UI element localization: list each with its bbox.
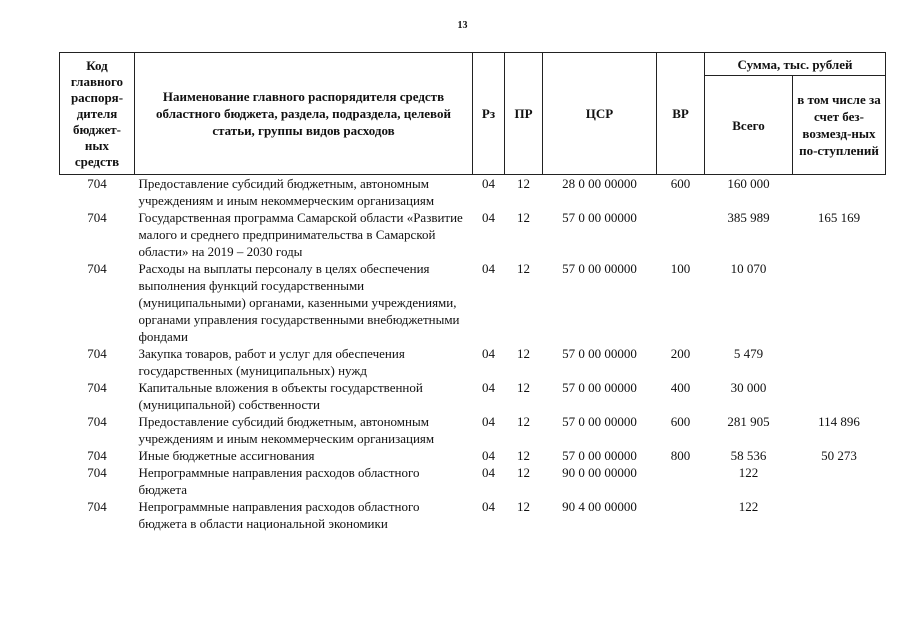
header-vr: ВР: [657, 53, 705, 175]
vr-cell: 600: [670, 176, 691, 191]
incl-cell: 50 273: [821, 448, 857, 463]
table-row: [60, 447, 886, 464]
code-cell: 704: [87, 176, 107, 191]
incl-cell: 165 169: [817, 210, 861, 225]
table-row: [60, 345, 886, 379]
incl-cell: [793, 498, 886, 532]
header-total: Всего: [705, 76, 793, 175]
incl-cell: [793, 175, 886, 210]
pr-cell: 12: [517, 261, 530, 276]
code-cell: 704: [87, 210, 107, 225]
pr-cell: 12: [517, 499, 530, 514]
page-number: 13: [457, 20, 468, 31]
pr-cell: 12: [517, 210, 530, 225]
name-cell: Непрограммные направления расходов областного бюджета: [138, 465, 420, 497]
total-cell: 122: [738, 499, 759, 514]
table-body: [60, 175, 886, 533]
csr-cell: 57 0 00 00000: [562, 380, 637, 395]
code-cell: 704: [87, 448, 107, 463]
header-sum-group: Сумма, тыс. рублей: [705, 53, 886, 76]
pr-cell: 12: [517, 380, 530, 395]
vr-cell: 600: [670, 414, 691, 429]
csr-cell: 57 0 00 00000: [562, 448, 637, 463]
total-cell: 10 070: [730, 261, 767, 276]
rz-cell: 04: [482, 176, 495, 191]
code-cell: 704: [87, 499, 107, 514]
vr-cell: [657, 464, 705, 498]
total-cell: 30 000: [730, 380, 767, 395]
table-row: [60, 464, 886, 498]
name-cell: Иные бюджетные ассигнования: [138, 448, 315, 463]
incl-cell: [793, 260, 886, 345]
vr-cell: 100: [670, 261, 691, 276]
total-cell: 160 000: [727, 176, 770, 191]
csr-cell: 28 0 00 00000: [562, 176, 637, 191]
rz-cell: 04: [482, 210, 495, 225]
table-row: [60, 498, 886, 532]
csr-cell: 90 0 00 00000: [562, 465, 637, 480]
rz-cell: 04: [482, 448, 495, 463]
csr-cell: 57 0 00 00000: [562, 210, 637, 225]
header-code: Код главного распоря-дителя бюджет-ных средств: [60, 53, 135, 175]
vr-cell: 200: [670, 346, 691, 361]
total-cell: 385 989: [727, 210, 770, 225]
name-cell: Капитальные вложения в объекты государственной (муниципальной) собственности: [138, 380, 423, 412]
incl-cell: 114 896: [818, 414, 860, 429]
pr-cell: 12: [517, 346, 530, 361]
name-cell: Государственная программа Самарской области «Развитие малого и среднего предпринимательства в Самарской области» на 2019 – 2030 годы: [138, 210, 463, 259]
rz-cell: 04: [482, 414, 495, 429]
csr-cell: 57 0 00 00000: [562, 346, 637, 361]
name-cell: Расходы на выплаты персоналу в целях обеспечения выполнения функций государственными (муниципальными) органами, казенными учреждениями, органами управления государственными внебюджетными фондами: [138, 261, 460, 344]
vr-cell: 400: [670, 380, 691, 395]
csr-cell: 57 0 00 00000: [562, 261, 637, 276]
rz-cell: 04: [482, 465, 495, 480]
incl-cell: [793, 345, 886, 379]
header-rz: Рз: [473, 53, 505, 175]
pr-cell: 12: [517, 176, 530, 191]
code-cell: 704: [87, 465, 107, 480]
vr-cell: [657, 209, 705, 260]
budget-table: [59, 52, 886, 532]
table-row: [60, 413, 886, 447]
header-pr: ПР: [505, 53, 543, 175]
incl-cell: [793, 464, 886, 498]
rz-cell: 04: [482, 261, 495, 276]
table-row: [60, 260, 886, 345]
rz-cell: 04: [482, 380, 495, 395]
rz-cell: 04: [482, 346, 495, 361]
code-cell: 704: [87, 346, 107, 361]
name-cell: Непрограммные направления расходов областного бюджета в области национальной экономики: [138, 499, 420, 531]
pr-cell: 12: [517, 465, 530, 480]
code-cell: 704: [87, 380, 107, 395]
code-cell: 704: [87, 261, 107, 276]
table-header: [60, 53, 886, 175]
header-incl: в том числе за счет без-возмезд-ных по-ступлений: [793, 76, 886, 175]
pr-cell: 12: [517, 448, 530, 463]
total-cell: 58 536: [730, 448, 767, 463]
vr-cell: [657, 498, 705, 532]
table-row: [60, 379, 886, 413]
name-cell: Закупка товаров, работ и услуг для обеспечения государственных (муниципальных) нужд: [138, 346, 405, 378]
table-row: [60, 209, 886, 260]
header-name: Наименование главного распорядителя средств областного бюджета, раздела, подраздела, целевой статьи, группы видов расходов: [135, 53, 473, 175]
total-cell: 5 479: [733, 346, 764, 361]
pr-cell: 12: [517, 414, 530, 429]
incl-cell: [793, 379, 886, 413]
total-cell: 281 905: [727, 414, 770, 429]
name-cell: Предоставление субсидий бюджетным, автономным учреждениям и иным некоммерческим организациям: [138, 414, 435, 446]
csr-cell: 57 0 00 00000: [562, 414, 637, 429]
header-csr: ЦСР: [543, 53, 657, 175]
name-cell: Предоставление субсидий бюджетным, автономным учреждениям и иным некоммерческим организациям: [138, 176, 435, 208]
table-row: [60, 175, 886, 210]
total-cell: 122: [738, 465, 759, 480]
vr-cell: 800: [670, 448, 691, 463]
rz-cell: 04: [482, 499, 495, 514]
csr-cell: 90 4 00 00000: [562, 499, 637, 514]
code-cell: 704: [87, 414, 107, 429]
